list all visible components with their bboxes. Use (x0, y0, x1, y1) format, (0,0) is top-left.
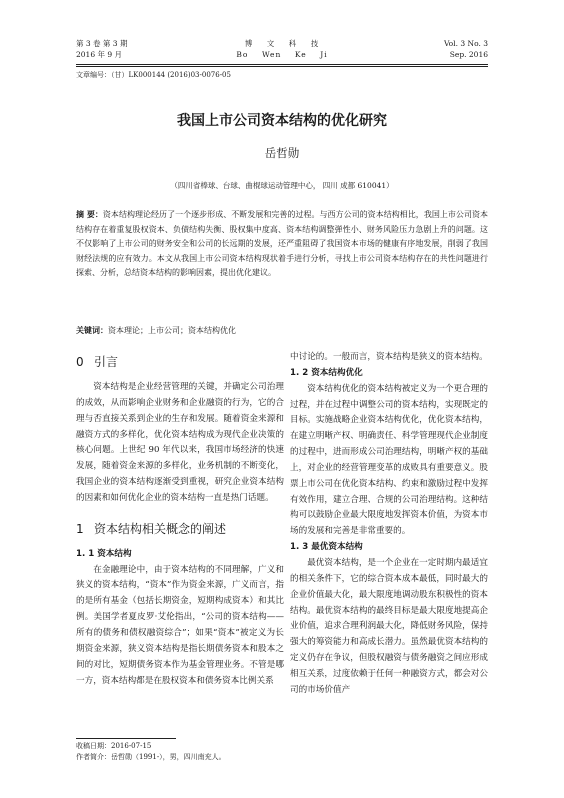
continued-paragraph: 中讨论的。一般而言，资本结构是狭义的资本结构。 (290, 352, 488, 362)
abstract-label: 摘 要： (76, 210, 103, 219)
received-date: 收稿日期：2016-07-15 (76, 742, 152, 750)
section-number: 0 (76, 355, 84, 369)
footnote-rule (76, 738, 176, 739)
subsection-heading-capital-structure: 1. 1 资本结构 (76, 548, 132, 559)
article-number: 文章编号：（甘）LK000144 (2016)03-0076-05 (76, 71, 231, 79)
section-heading-concepts (76, 521, 284, 537)
keywords (76, 325, 488, 336)
capital-structure-paragraph: 在金融理论中，由于资本结构的不同理解，广义和狭义的资本结构，“资本”作为资金来源，广义而言，指的是所有基金（包括长期资金，短期构成资本）和其比例。美国学者夏皮罗·艾伦指出，“公司的资本结构——所有的债务和债权融资综合”；如果“资本”被定义为长期资金来源，狭义资本结构是指长期债务资本和股本之间的对比，短期债务资本作为基金管理业务。不管是哪一方，资本结构都是在股权资本和债务资本比例关系 (76, 564, 284, 686)
header-rule-thin (76, 66, 488, 67)
journal-name-en: Bo Wen Ke Ji (236, 50, 328, 59)
section-number: 1 (76, 521, 84, 536)
section-gap (76, 507, 284, 517)
right-column (290, 350, 488, 699)
footnote (76, 741, 226, 763)
paper-title: 我国上市公司资本结构的优化研究 (177, 113, 387, 129)
optimal-structure-paragraph: 最优资本结构，是一个企业在一定时期内最适宜的相关条件下，它的综合资本成本最低，同时最大的企业价值最大化，最大限度地调动股东积极性的资本结构。最优资本结构的最终目标是最大限度地提高企业价值，追求合理利润最大化，降低财务风险，保持强大的筹资能力和高成长潜力。虽然最优资本结构的定义仍存在争议，但股权融资与债务融资之间应形成相互关系，过度依赖于任何一种融资方式，都会对公司的市场价值产 (290, 557, 488, 695)
section-title: 引言 (94, 355, 119, 369)
header-rule-thick (76, 64, 488, 65)
section-heading-intro (76, 354, 284, 370)
optimization-paragraph: 资本结构优化的资本结构被定义为一个更合理的过程，并在过程中调整公司的资本结构，实现既定的目标。实施战略企业资本结构优化，优化资本结构，在建立明晰产权、明确责任、科学管理现代企业制度的过程中，进而形成公司治理结构，明晰产权的基础上，对企业的经营管理变革的成败具有重要意义。股票上市公司在优化资本结构、约束和激励过程中发挥有效作用，建立合理、合规的公司治理结构。这种结构可以鼓励企业最大限度地发挥资本价值，为资本市场的发展和完善是非常重要的。 (290, 383, 488, 537)
author-bio: 作者简介：岳哲勋（1991-），男，四川南充人。 (76, 753, 226, 761)
abstract-text: 资本结构理论经历了一个逐步形成、不断发展和完善的过程。与西方公司的资本结构相比，我国上市公司资本结构存在着重复股权资本、负债结构失衡、股权集中度高、资本结构调整弹性小、财务风险压力急剧上升的问题。这不仅影响了上市公司的财务安全和公司的长远期的发展，还严重阻碍了我国资本市场的健康有序地发展，削弱了我国财经法规的应有效力。本文从我国上市公司资本结构现状着手进行分析，寻找上市公司资本结构存在的共性问题进行探索、分析，总结资本结构的影响因素，提出优化建议。 (76, 210, 488, 278)
subsection-heading-optimization: 1. 2 资本结构优化 (290, 367, 363, 378)
header-volume: Vol. 3 No. 3 (443, 39, 488, 48)
left-column (76, 350, 284, 689)
journal-name-cn: 博 文 科 技 (244, 39, 320, 48)
section-title: 资本结构相关概念的阐述 (94, 521, 227, 536)
paper-author: 岳哲勋 (264, 146, 300, 160)
keywords-label: 关键词： (76, 326, 108, 335)
subsection-heading-optimal: 1. 3 最优资本结构 (290, 542, 363, 553)
header-right (444, 38, 488, 60)
author-affiliation: （四川省棒球、台球、曲棍球运动管理中心， 四川 成都 610041） (170, 181, 394, 190)
keywords-text: 资本理论；上市公司；资本结构优化 (108, 326, 236, 335)
header-month: Sep. 2016 (449, 50, 488, 59)
abstract (76, 208, 488, 281)
header-issue: 第 3 卷 第 3 期 (76, 39, 128, 48)
header-date: 2016 年 9 月 (76, 50, 123, 59)
header-center (76, 38, 488, 60)
intro-paragraph: 资本结构是企业经营管理的关键，并确定公司治理的成效，从而影响企业财务和企业融资的行为，它的合理与否直接关系到企业的生存和发展。随着资金来源和融资方式的多样化，优化资本结构成为现代企业决策的核心问题。上世纪 90 年代以来，我国市场经济的快速发展，随着资金来源的多样化，业务机制的不断变化，我国企业的资本结构逐渐受到重视，研究企业资本结构的因素和如何优化企业的资本结构一直是热门话题。 (76, 382, 284, 503)
